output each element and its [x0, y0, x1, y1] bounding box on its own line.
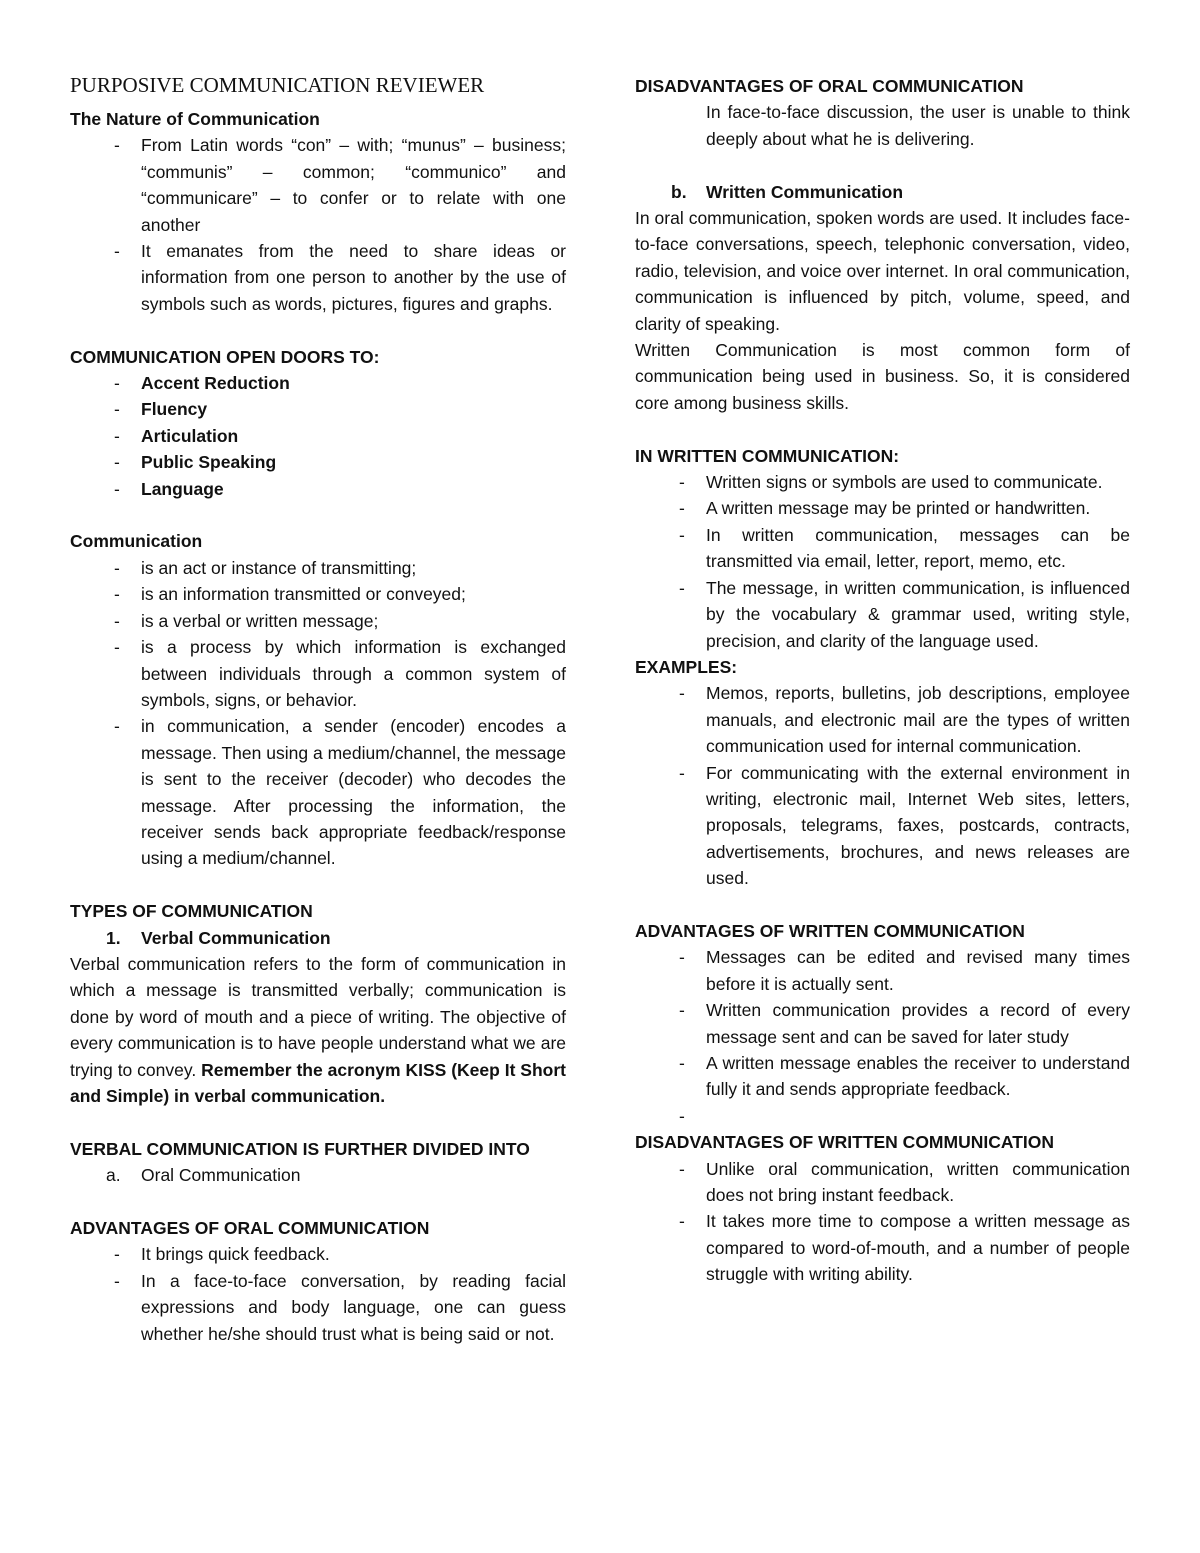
communication-heading: Communication — [70, 531, 203, 552]
dash-marker: - — [114, 637, 120, 658]
list-item: - Written signs or symbols are used to communicate. — [635, 469, 1130, 495]
letter-marker: b. — [671, 181, 687, 202]
dash-marker: - — [679, 1000, 685, 1021]
list-item: - Memos, reports, bulletins, job descriptions, employee manuals, and electronic mail are the types of written communication used for internal communication. — [635, 680, 1130, 759]
dash-marker: - — [114, 716, 120, 737]
adv-oral-heading: ADVANTAGES OF ORAL COMMUNICATION — [70, 1217, 430, 1238]
disadv-oral-heading: DISADVANTAGES OF ORAL COMMUNICATION — [635, 76, 1024, 96]
number-marker: 1. — [106, 927, 121, 948]
list-item: - For communicating with the external environment in writing, electronic mail, Internet Web sites, letters, proposals, telegrams, faxes, postcards, contracts, advertisements, brochures, and news releases are used. — [635, 760, 1130, 892]
examples-heading: EXAMPLES: — [635, 656, 738, 677]
dash-marker: - — [114, 135, 120, 156]
dash-marker: - — [679, 1052, 685, 1073]
dash-marker: - — [679, 498, 685, 519]
list-item: - It emanates from the need to share ideas or information from one person to another by the use of symbols such as words, pictures, figures and graphs. — [70, 238, 566, 317]
list-item: - Fluency — [70, 396, 566, 422]
in-written-heading: IN WRITTEN COMMUNICATION: — [635, 445, 900, 466]
dash-marker: - — [114, 1270, 120, 1291]
dash-marker: - — [679, 472, 685, 493]
dash-marker: - — [679, 762, 685, 783]
divided-list — [70, 1162, 566, 1188]
list-item: - is a process by which information is exchanged between individuals through a common system of symbols, signs, or behavior. — [70, 634, 566, 713]
list-item: - It takes more time to compose a written message as compared to word-of-mouth, and a number of people struggle with writing ability. — [635, 1208, 1130, 1287]
dash-marker: - — [679, 1105, 685, 1126]
list-item: - A written message may be printed or handwritten. — [635, 495, 1130, 521]
communication-list — [70, 555, 566, 872]
list-item: - In written communication, messages can be transmitted via email, letter, report, memo, etc. — [635, 522, 1130, 575]
list-item: - Public Speaking — [70, 449, 566, 475]
dash-marker: - — [679, 683, 685, 704]
dash-marker: - — [679, 947, 685, 968]
dash-marker: - — [679, 1158, 685, 1179]
dash-marker: - — [679, 1211, 685, 1232]
disadv-oral-text: In face-to-face discussion, the user is unable to think deeply about what he is delivering. — [706, 102, 1130, 149]
dash-marker: - — [114, 452, 120, 473]
right-column — [635, 73, 1130, 1288]
dash-marker: - — [114, 399, 120, 420]
list-item: - Articulation — [70, 423, 566, 449]
list-item: - is an act or instance of transmitting; — [70, 555, 566, 581]
disadv-written-heading: DISADVANTAGES OF WRITTEN COMMUNICATION — [635, 1132, 1055, 1153]
list-item: - Messages can be edited and revised many times before it is actually sent. — [635, 944, 1130, 997]
written-paragraph-2: Written Communication is most common form of communication being used in business. So, it is considered core among business skills. — [635, 340, 1130, 413]
dash-marker: - — [114, 425, 120, 446]
nature-list — [70, 132, 566, 317]
list-item: - Unlike oral communication, written communication does not bring instant feedback. — [635, 1156, 1130, 1209]
disadv-written-list — [635, 1156, 1130, 1288]
list-item: - It brings quick feedback. — [70, 1241, 566, 1267]
adv-written-heading: ADVANTAGES OF WRITTEN COMMUNICATION — [635, 920, 1025, 941]
dash-marker: - — [679, 577, 685, 598]
left-column — [70, 70, 566, 1347]
nature-heading: The Nature of Communication — [70, 109, 320, 129]
dash-marker: - — [114, 584, 120, 605]
document-title: PURPOSIVE COMMUNICATION REVIEWER — [70, 73, 485, 97]
dash-marker: - — [114, 557, 120, 578]
verbal-paragraph: Verbal communication refers to the form of communication in which a message is transmitted verbally; communication is done by word of mouth and a piece of writing. The objective of every communication is to have people understand what we are trying to convey. Remember the acronym KISS (Keep It Short and Simple) in verbal communication. — [70, 953, 566, 1106]
list-item: - From Latin words “con” – with; “munus” – business; “communis” – common; “communico” and “communicare” – to confer or to relate with one another — [70, 132, 566, 238]
adv-written-list — [635, 944, 1130, 1129]
adv-oral-list — [70, 1241, 566, 1347]
list-item: - A written message enables the receiver to understand fully it and sends appropriate feedback. — [635, 1050, 1130, 1103]
list-item: a. Oral Communication — [70, 1162, 566, 1188]
list-item: - In a face-to-face conversation, by reading facial expressions and body language, one can guess whether he/she should trust what is being said or not. — [70, 1268, 566, 1347]
dash-marker: - — [679, 524, 685, 545]
letter-marker: a. — [106, 1165, 121, 1186]
examples-list — [635, 680, 1130, 891]
list-item: 1. Verbal Communication — [70, 925, 566, 951]
list-item: - in communication, a sender (encoder) encodes a message. Then using a medium/channel, the message is sent to the receiver (decoder) who decodes the message. After processing the information, the receiver sends back appropriate feedback/response using a medium/channel. — [70, 713, 566, 871]
list-item: - Written communication provides a record of every message sent and can be saved for later study — [635, 997, 1130, 1050]
dash-marker: - — [114, 373, 120, 394]
list-item: - is an information transmitted or conveyed; — [70, 581, 566, 607]
types-heading: TYPES OF COMMUNICATION — [70, 901, 313, 922]
dash-marker: - — [114, 610, 120, 631]
list-item: - Language — [70, 476, 566, 502]
dash-marker: - — [114, 241, 120, 262]
in-written-list — [635, 469, 1130, 654]
list-item — [635, 1103, 1130, 1129]
open-doors-list — [70, 370, 566, 502]
list-item: b. Written Communication — [635, 179, 1130, 205]
written-list — [635, 179, 1130, 205]
types-list — [70, 925, 566, 951]
list-item: - Accent Reduction — [70, 370, 566, 396]
written-paragraph-1: In oral communication, spoken words are used. It includes face-to-face conversations, speech, telephonic conversation, video, radio, television, and voice over internet. In oral communication, communication is influenced by pitch, volume, speed, and clarity of speaking. — [635, 208, 1130, 334]
open-doors-heading: COMMUNICATION OPEN DOORS TO: — [70, 346, 380, 367]
dash-marker: - — [114, 478, 120, 499]
divided-heading: VERBAL COMMUNICATION IS FURTHER DIVIDED INTO — [70, 1138, 530, 1159]
dash-marker: - — [114, 1244, 120, 1265]
list-item: - is a verbal or written message; — [70, 608, 566, 634]
list-item: - The message, in written communication, is influenced by the vocabulary & grammar used, writing style, precision, and clarity of the language used. — [635, 575, 1130, 654]
